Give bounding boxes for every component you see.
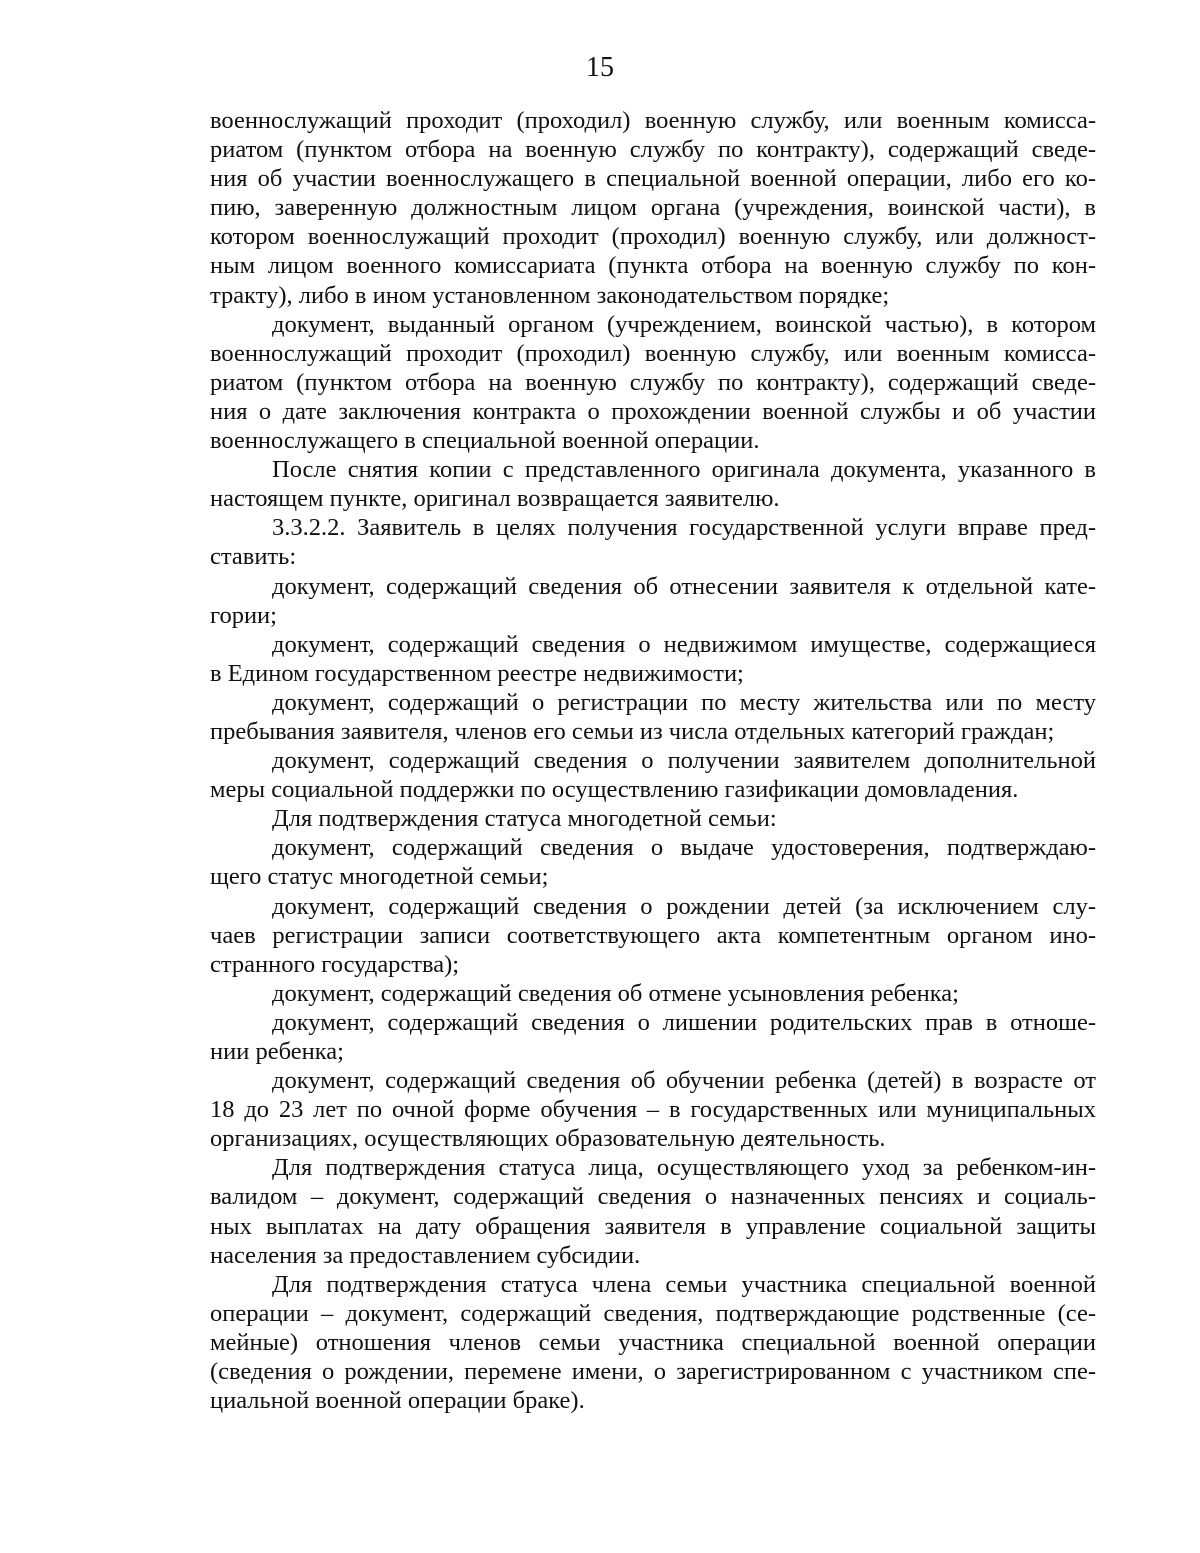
text-line: в Едином государственном реестре недвижимости; xyxy=(210,659,744,687)
text-line: ным лицом военного комиссариата (пункта отбора на военную службу по кон- xyxy=(210,252,1096,280)
text-line: населения за предоставлением субсидии. xyxy=(210,1241,641,1269)
text-line: документ, содержащий о регистрации по месту жительства или по месту xyxy=(272,688,1096,716)
text-line: странного государства); xyxy=(210,950,460,978)
text-line: документ, содержащий сведения об отмене усыновления ребенка; xyxy=(272,979,959,1007)
text-line: циальной военной операции браке). xyxy=(210,1387,585,1415)
text-line: риатом (пунктом отбора на военную службу по контракту), содержащий сведе- xyxy=(210,136,1096,164)
text-line: мейные) отношения членов семьи участника специальной военной операции xyxy=(210,1328,1096,1356)
text-line: документ, содержащий сведения о лишении родительских прав в отноше- xyxy=(272,1008,1096,1036)
text-line: чаев регистрации записи соответствующего акта компетентным органом ино- xyxy=(210,921,1096,949)
text-line: нии ребенка; xyxy=(210,1038,344,1065)
text-line: ных выплатах на дату обращения заявителя в управление социальной защиты xyxy=(210,1212,1096,1240)
text-line: гории; xyxy=(210,601,277,629)
text-line: ставить: xyxy=(210,543,297,571)
text-line: Для подтверждения статуса члена семьи участника специальной военной xyxy=(272,1270,1096,1298)
body-text xyxy=(210,106,1096,1415)
text-line: операции – документ, содержащий сведения, подтверждающие родственные (се- xyxy=(210,1299,1096,1327)
text-line: валидом – документ, содержащий сведения о назначенных пенсиях и социаль- xyxy=(210,1183,1096,1211)
text-line: документ, содержащий сведения об отнесении заявителя к отдельной кате- xyxy=(272,572,1096,600)
text-line: документ, содержащий сведения о рождении детей (за исключением слу- xyxy=(272,892,1096,920)
text-line: щего статус многодетной семьи; xyxy=(210,863,549,891)
text-line: документ, содержащий сведения об обучении ребенка (детей) в возрасте от xyxy=(272,1067,1096,1095)
text-line: документ, содержащий сведения о выдаче удостоверения, подтверждаю- xyxy=(272,834,1096,862)
text-line: меры социальной поддержки по осуществлению газификации домовладения. xyxy=(210,776,1019,804)
text-line: риатом (пунктом отбора на военную службу по контракту), содержащий сведе- xyxy=(210,368,1096,396)
text-line: После снятия копии с представленного оригинала документа, указанного в xyxy=(272,456,1096,484)
text-line: организациях, осуществляющих образовательную деятельность. xyxy=(210,1125,886,1153)
text-line: ния об участии военнослужащего в специальной военной операции, либо его ко- xyxy=(210,165,1096,193)
text-line: котором военнослужащий проходит (проходил) военную службу, или должност- xyxy=(210,223,1096,251)
text-line: Для подтверждения статуса многодетной семьи: xyxy=(272,805,777,833)
text-line: 18 до 23 лет по очной форме обучения – в государственных или муниципальных xyxy=(210,1096,1096,1124)
text-line: Для подтверждения статуса лица, осуществляющего уход за ребенком-ин- xyxy=(272,1154,1096,1182)
text-line: документ, выданный органом (учреждением, воинской частью), в котором xyxy=(272,310,1096,338)
text-line: 3.3.2.2. Заявитель в целях получения государственной услуги вправе пред- xyxy=(272,514,1096,542)
text-line: настоящем пункте, оригинал возвращается заявителю. xyxy=(210,485,780,513)
text-line: военнослужащий проходит (проходил) военную службу, или военным комисса- xyxy=(210,107,1096,134)
text-line: пребывания заявителя, членов его семьи из числа отдельных категорий граждан; xyxy=(210,717,1055,745)
page-number: 15 xyxy=(586,52,614,83)
text-line: военнослужащий проходит (проходил) военную службу, или военным комисса- xyxy=(210,339,1096,367)
text-line: тракту), либо в ином установленном законодательством порядке; xyxy=(210,281,890,309)
text-line: документ, содержащий сведения о недвижимом имуществе, содержащиеся xyxy=(272,630,1096,658)
text-line: ния о дате заключения контракта о прохождении военной службы и об участии xyxy=(210,397,1096,425)
text-line: военнослужащего в специальной военной операции. xyxy=(210,427,760,455)
text-line: пию, заверенную должностным лицом органа (учреждения, воинской части), в xyxy=(210,194,1096,222)
text-line: (сведения о рождении, перемене имени, о зарегистрированном с участником спе- xyxy=(210,1358,1096,1386)
text-line: документ, содержащий сведения о получении заявителем дополнительной xyxy=(272,747,1096,775)
